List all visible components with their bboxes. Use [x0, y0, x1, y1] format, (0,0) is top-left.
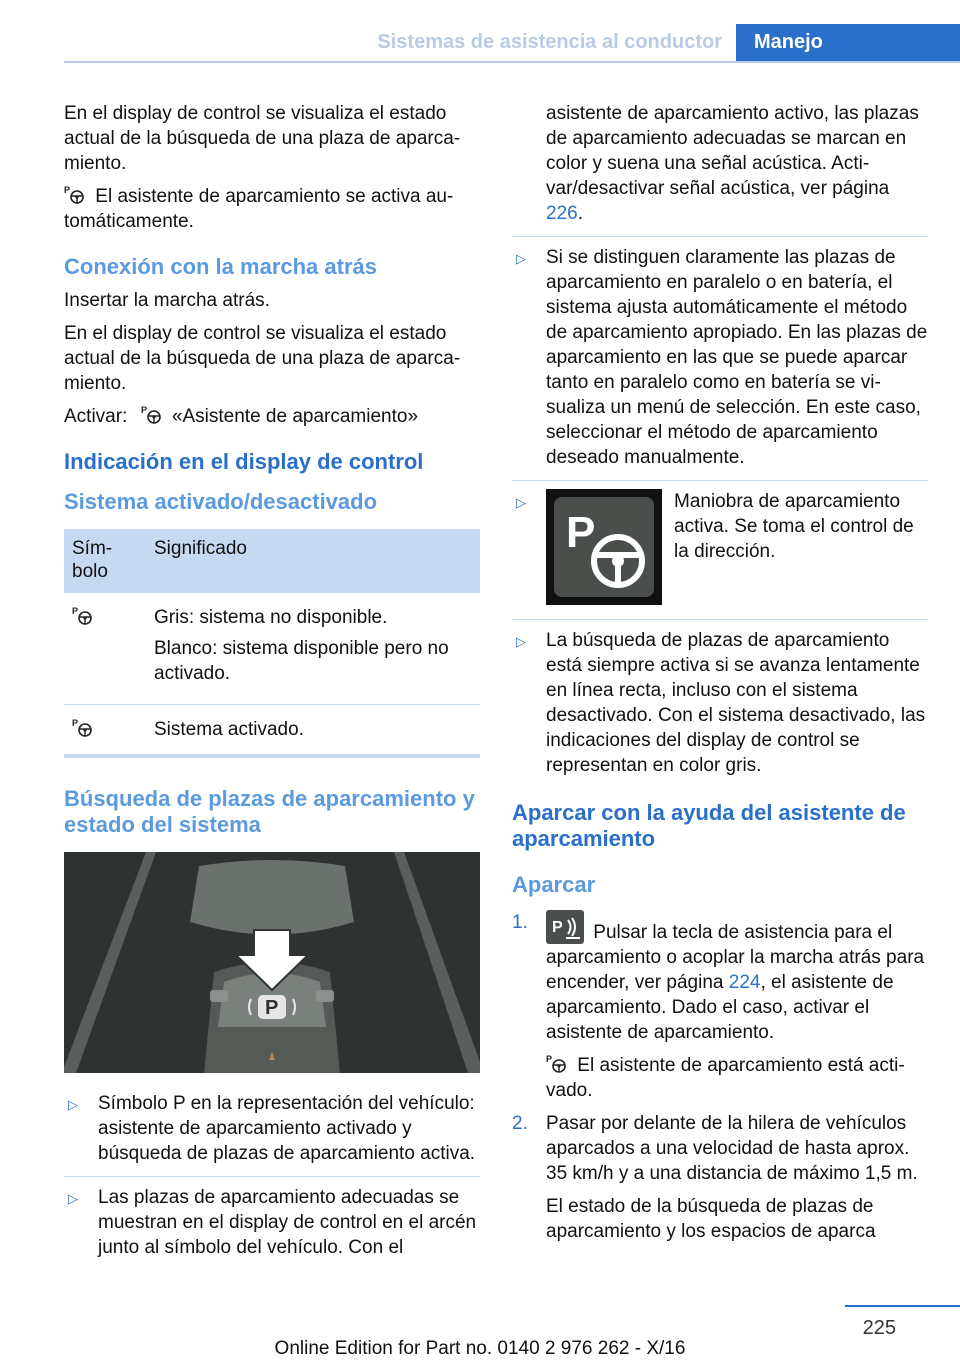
page-number: 225 — [862, 1317, 896, 1339]
parking-display-image — [64, 852, 480, 1073]
list-item — [512, 1111, 928, 1244]
list-item-text: Maniobra de aparcamiento activa. Se toma el control de la dirección. — [674, 491, 914, 562]
list-item — [512, 619, 928, 778]
activate-paragraph — [64, 404, 480, 429]
table-header-symbol: Símbolo — [64, 529, 146, 593]
bullet-triangle-icon: ▷ — [68, 1097, 78, 1112]
park-assist-icon — [64, 185, 86, 205]
status-bullet-list-continued — [512, 101, 928, 778]
park-assist-button-icon — [546, 910, 584, 944]
step-number: 2. — [512, 1113, 528, 1134]
park-assist-icon — [141, 405, 163, 425]
meaning-white: Blanco: sistema disponible pero no activado. — [154, 638, 449, 684]
heading-control-display: Indicación en el display de control — [64, 449, 424, 474]
activate-menu-item: «Asistente de aparcamiento» — [171, 406, 419, 427]
step-number: 1. — [512, 912, 528, 933]
display-status-paragraph: En el display de control se visualiza el estado actual de la búsqueda de una plaza de aparcamiento. — [64, 323, 461, 394]
list-item — [64, 1176, 480, 1260]
list-item-text: Las plazas de aparcamiento adecuadas se muestran en el display de control en el arcén junto al símbolo del vehículo. Con el — [98, 1187, 477, 1258]
list-item — [512, 910, 928, 1103]
footer-edition: Online Edition for Part no. 0140 2 976 262 - X/16 — [274, 1338, 686, 1359]
table-cell-meaning — [146, 593, 480, 705]
list-item — [512, 236, 928, 470]
activate-label: Activar: — [64, 406, 128, 427]
bullet-triangle-icon: ▷ — [516, 251, 526, 266]
list-item — [512, 101, 928, 226]
heading-park-with-assist: Aparcar con la ayuda del asistente de aparcamiento — [512, 800, 906, 851]
status-bullet-list — [64, 1091, 480, 1260]
park-assist-icon — [546, 1054, 568, 1074]
right-column — [512, 101, 928, 1252]
step-note — [546, 1053, 928, 1103]
step-text-b: , el asistente de aparcamiento. Dado el caso, activar el asistente de aparcamiento. — [546, 972, 894, 1043]
bullet-triangle-icon: ▷ — [68, 1191, 78, 1206]
step-text: El estado de la búsqueda de plazas de aparcamiento y los espacios de aparca — [546, 1196, 876, 1242]
heading-reverse-gear: Conexión con la marcha atrás — [64, 254, 377, 279]
table-cell-symbol — [64, 593, 146, 705]
table-row — [64, 593, 480, 705]
footer-rule — [845, 1305, 960, 1307]
park-assist-active-icon — [72, 718, 94, 738]
table-cell-symbol — [64, 705, 146, 757]
page-link-226[interactable]: 226 — [546, 203, 578, 224]
auto-activate-paragraph — [64, 184, 480, 234]
bullet-triangle-icon: ▷ — [516, 495, 526, 510]
svg-text:P: P — [566, 508, 596, 557]
step-note-text: El asistente de aparcamiento está activado. — [546, 1055, 905, 1101]
park-steps-list — [512, 910, 928, 1244]
step-text: Pasar por delante de la hilera de vehículos aparcados a una velocidad de hasta aprox. 35 km/h y a una distancia de máximo 1,5 m. — [546, 1113, 918, 1184]
auto-activate-text: El asistente de aparcamiento se activa automáticamente. — [64, 186, 454, 232]
maneuver-row — [546, 489, 928, 605]
list-item — [512, 480, 928, 605]
heading-system-on-off: Sistema activado/desactivado — [64, 489, 378, 514]
symbol-table — [64, 529, 480, 758]
reverse-gear-instruction: Insertar la marcha atrás. — [64, 290, 270, 311]
park-steering-active-icon — [546, 489, 662, 605]
header-section-title: Sistemas de asistencia al conductor — [377, 31, 722, 53]
list-item-text: La búsqueda de plazas de aparcamiento está siempre activa si se avanza lentamente en línea recta, incluso con el sistema desactivado. Con el sistema desactivado, las indicaciones del display de control se representan en color gris. — [546, 630, 926, 776]
heading-park: Aparcar — [512, 872, 596, 897]
list-item-text: asistente de aparcamiento activo, las plazas de aparcamiento adecuadas se marcan en color y suena una señal acústica. Activar/desactivar señal acústica, ver página — [546, 103, 919, 199]
header-rule — [64, 61, 960, 63]
left-column — [64, 101, 480, 1270]
list-item-text: Si se distinguen claramente las plazas de aparcamiento en paralelo o en batería, el sistema ajusta automáticamente el método de aparcamiento apropiado. En las plazas de aparcamiento en las que se puede aparcar tanto en paralelo como en batería se visualiza un menú de selección. En este caso, seleccionar el método de aparcamiento deseado manualmente. — [546, 247, 928, 468]
step-text — [546, 910, 928, 1045]
table-header-row — [64, 529, 480, 593]
table-row — [64, 705, 480, 757]
svg-text:P: P — [265, 997, 279, 1019]
period: . — [577, 203, 583, 224]
header-chapter-tab: Manejo — [736, 24, 960, 63]
bullet-triangle-icon: ▷ — [516, 634, 526, 649]
table-header-meaning: Significado — [146, 529, 480, 593]
table-cell-meaning: Sistema activado. — [146, 705, 480, 757]
park-assist-icon — [72, 606, 94, 626]
page-link-224[interactable]: 224 — [728, 972, 761, 993]
step-text-a: Pulsar la tecla de asistencia para el aparcamiento o acoplar la marcha atrás para encender, ver página — [546, 922, 925, 993]
list-item — [64, 1091, 480, 1166]
svg-text:P: P — [552, 919, 563, 936]
intro-paragraph: En el display de control se visualiza el estado actual de la búsqueda de una plaza de aparcamiento. — [64, 103, 461, 174]
heading-search-status: Búsqueda de plazas de aparcamiento y estado del sistema — [64, 786, 475, 837]
meaning-grey: Gris: sistema no disponible. — [154, 607, 388, 628]
list-item-text: Símbolo P en la representación del vehículo: asistente de aparcamiento activado y búsqueda de plazas de aparcamiento activa. — [98, 1093, 476, 1164]
